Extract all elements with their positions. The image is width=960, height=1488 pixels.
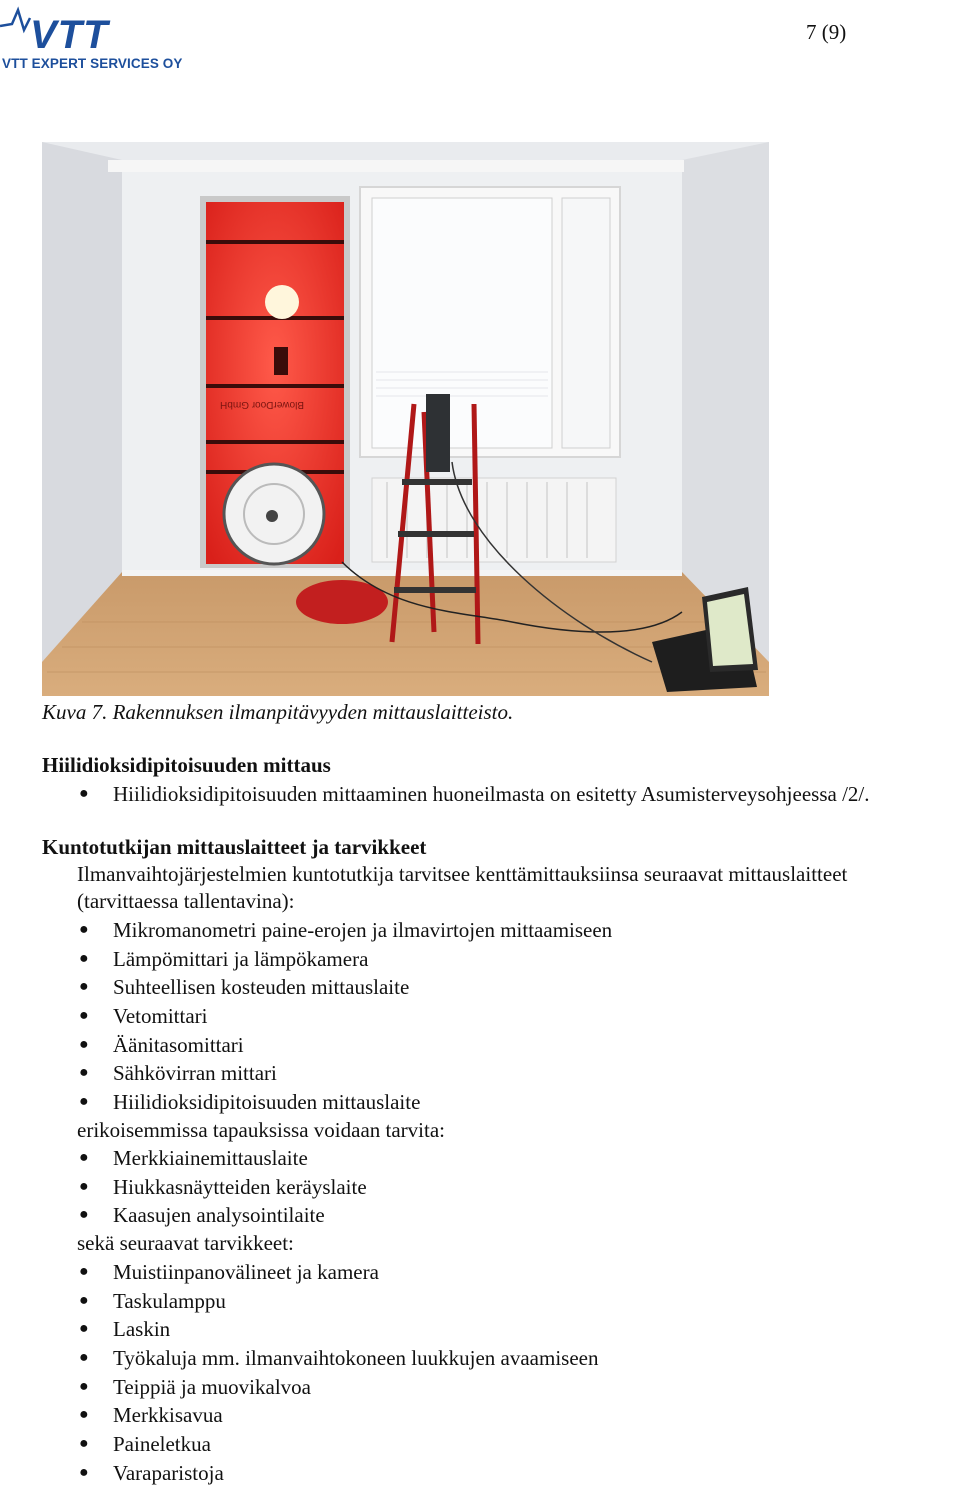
list-item: ● Lämpömittari ja lämpökamera (77, 945, 612, 974)
list-item: ● Hiilidioksidipitoisuuden mittauslaite (77, 1088, 612, 1117)
bullet-icon: ● (79, 978, 89, 996)
section-heading-equipment: Kuntotutkijan mittauslaitteet ja tarvikkeet (42, 835, 427, 859)
special-instrument-list (77, 1144, 367, 1230)
bullet-icon: ● (79, 1177, 89, 1195)
section-heading-co2: Hiilidioksidipitoisuuden mittaus (42, 753, 331, 777)
bullet-icon: ● (79, 1406, 89, 1424)
bullet-icon: ● (79, 1007, 89, 1025)
vtt-logo (0, 0, 200, 78)
svg-text:VTT: VTT (30, 13, 109, 56)
bullet-icon: ● (79, 1291, 89, 1309)
list-item: ● Suhteellisen kosteuden mittauslaite (77, 973, 612, 1002)
list-item: ● Merkkiainemittauslaite (77, 1144, 367, 1173)
intro-line-2: (tarvittaessa tallentavina): (77, 889, 295, 913)
bullet-icon: ● (79, 1149, 89, 1166)
intro-supplies: sekä seuraavat tarvikkeet: (77, 1231, 294, 1255)
bullet-icon: ● (79, 1320, 89, 1338)
bullet-icon: ● (79, 1377, 89, 1395)
page-number: 7 (9) (806, 20, 847, 44)
list-item: ● Taskulamppu (77, 1287, 598, 1316)
list-item: ● Merkkisavua (77, 1401, 598, 1430)
list-item: ● Äänitasomittari (77, 1031, 612, 1060)
instrument-list (77, 916, 612, 1117)
svg-text:BlowerDoor GmbH: BlowerDoor GmbH (220, 399, 304, 410)
bullet-icon: ● (79, 1206, 89, 1224)
list-item: ● Kaasujen analysointilaite (77, 1201, 367, 1230)
figure-caption: Kuva 7. Rakennuksen ilmanpitävyyden mittauslaitteisto. (42, 700, 514, 724)
bullet-icon: ● (79, 1463, 89, 1481)
list-item: ● Laskin (77, 1315, 598, 1344)
bullet-icon: ● (79, 949, 89, 967)
list-item: ● Mikromanometri paine-erojen ja ilmavirtojen mittaamiseen (77, 916, 612, 945)
intro-special-cases: erikoisemmissa tapauksissa voidaan tarvita: (77, 1118, 445, 1142)
blower-door-photo (42, 142, 769, 696)
bullet-icon: ● (79, 1093, 89, 1111)
supplies-list (77, 1258, 598, 1488)
bullet-icon: ● (79, 1435, 89, 1453)
list-item: ● Hiilidioksidipitoisuuden mittaaminen huoneilmasta on esitetty Asumisterveysohjeessa /2/. (77, 780, 870, 809)
list-item: ● Muistiinpanovälineet ja kamera (77, 1258, 598, 1287)
list-item: ● Hiukkasnäytteiden keräyslaite (77, 1173, 367, 1202)
bullet-icon: ● (79, 921, 89, 938)
list-item: ● Varaparistoja (77, 1459, 598, 1488)
bullet-icon: ● (79, 1064, 89, 1082)
list-item: ● Työkaluja mm. ilmanvaihtokoneen luukkujen avaamiseen (77, 1344, 598, 1373)
vtt-logo-mark (0, 0, 200, 56)
bullet-icon: ● (79, 1035, 89, 1053)
bullet-icon: ● (79, 785, 89, 802)
list-item: ● Teippiä ja muovikalvoa (77, 1373, 598, 1402)
bullet-icon: ● (79, 1263, 89, 1280)
intro-line-1: Ilmanvaihtojärjestelmien kuntotutkija tarvitsee kenttämittauksiinsa seuraavat mittauslaitteet (77, 862, 848, 886)
list-item: ● Paineletkua (77, 1430, 598, 1459)
co2-list (77, 780, 870, 809)
list-item: ● Sähkövirran mittari (77, 1059, 612, 1088)
logo-subtitle: VTT EXPERT SERVICES OY (2, 56, 183, 71)
list-item: ● Vetomittari (77, 1002, 612, 1031)
bullet-icon: ● (79, 1349, 89, 1367)
